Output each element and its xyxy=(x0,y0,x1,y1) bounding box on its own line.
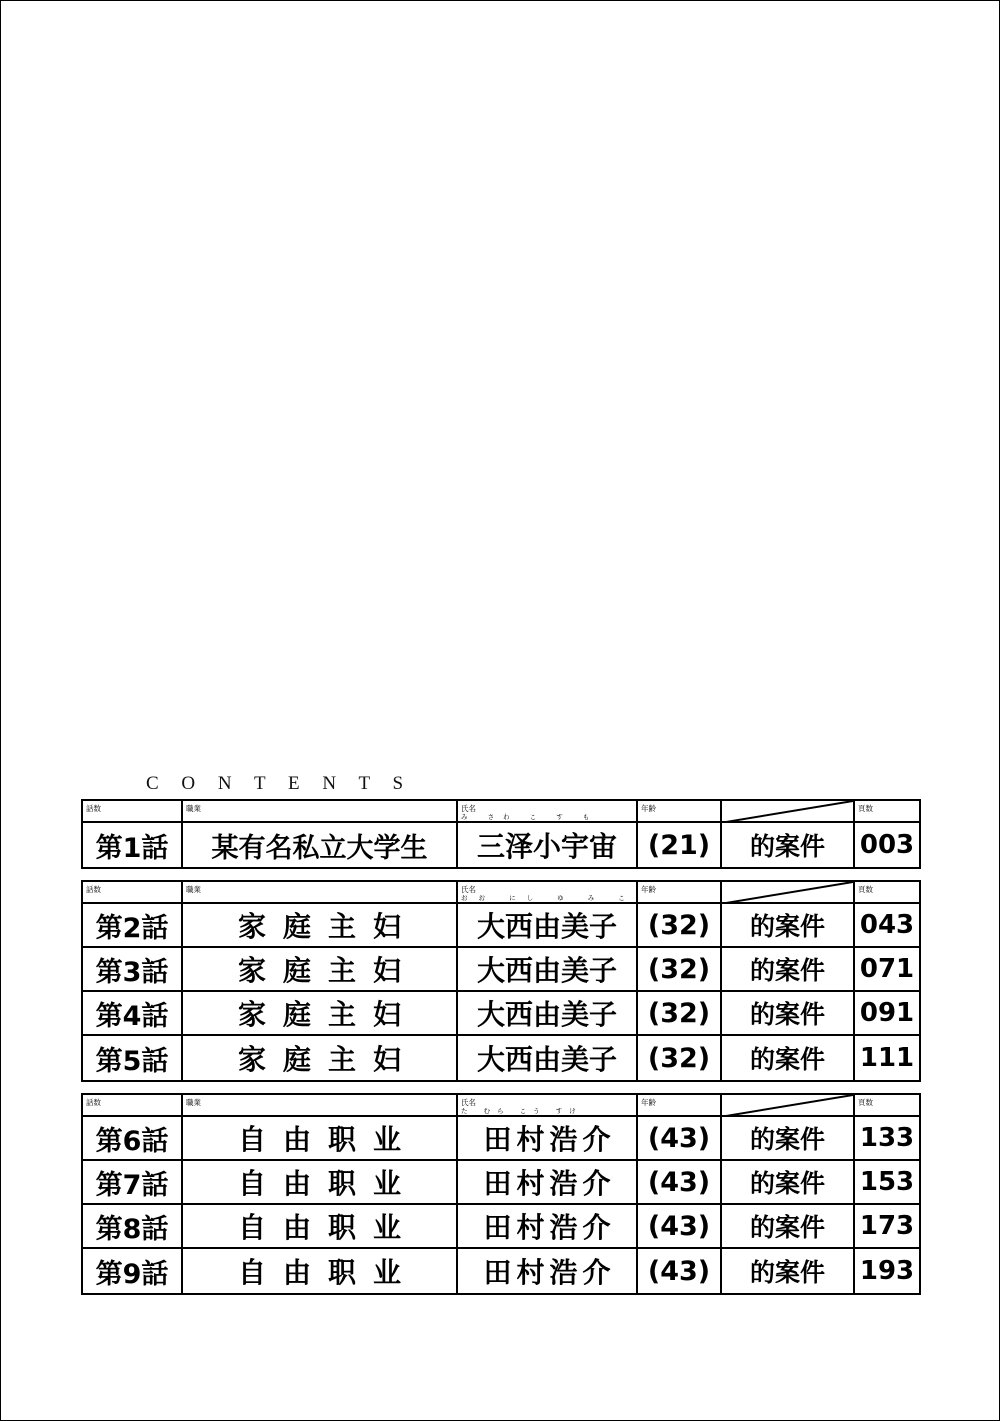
header-blank xyxy=(722,882,855,902)
cell-occupation: 自由职业 xyxy=(183,1117,458,1159)
cell-age: (43) xyxy=(638,1249,722,1293)
cell-page-number: 091 xyxy=(859,998,915,1028)
cell-age: (32) xyxy=(638,904,722,946)
furigana-name: み さわ こ す も xyxy=(461,813,599,821)
table-of-contents xyxy=(81,799,921,1306)
cell-suffix: 的案件 xyxy=(722,1249,855,1293)
cell-occupation: 家庭主妇 xyxy=(183,948,458,990)
header-age: 年齢 xyxy=(638,882,722,902)
cell-suffix: 的案件 xyxy=(722,948,855,990)
cell-page-number: 193 xyxy=(859,1256,915,1286)
header-pages: 頁数 xyxy=(858,804,873,813)
diagonal-slash-icon xyxy=(722,801,853,821)
cell-episode: 第2話 xyxy=(83,904,183,946)
header-name-label: 氏名 xyxy=(461,1098,476,1107)
diagonal-slash-icon xyxy=(722,1095,853,1115)
cell-episode: 第8話 xyxy=(83,1205,183,1247)
toc-block xyxy=(81,880,921,1082)
table-header-row xyxy=(83,1095,919,1117)
cell-suffix: 的案件 xyxy=(722,1161,855,1203)
toc-block xyxy=(81,799,921,869)
cell-name: 三泽小宇宙 xyxy=(458,823,638,867)
cell-occupation: 家庭主妇 xyxy=(183,904,458,946)
cell-episode: 第4話 xyxy=(83,992,183,1034)
cell-name: 大西由美子 xyxy=(458,948,638,990)
cell-age: (43) xyxy=(638,1205,722,1247)
cell-age: (43) xyxy=(638,1117,722,1159)
header-name xyxy=(458,882,638,902)
cell-occupation: 家庭主妇 xyxy=(183,992,458,1034)
header-name-label: 氏名 xyxy=(461,804,476,813)
cell-occupation: 家庭主妇 xyxy=(183,1036,458,1080)
cell-page-number: 133 xyxy=(859,1123,915,1153)
cell-episode: 第6話 xyxy=(83,1117,183,1159)
cell-suffix: 的案件 xyxy=(722,1205,855,1247)
cell-episode: 第9話 xyxy=(83,1249,183,1293)
cell-occupation: 自由职业 xyxy=(183,1249,458,1293)
table-row xyxy=(83,1117,919,1161)
header-episode: 話数 xyxy=(83,801,183,821)
contents-heading: C O N T E N T S xyxy=(146,773,413,794)
header-occupation: 職業 xyxy=(183,882,458,902)
table-row xyxy=(83,823,919,867)
cell-occupation: 自由职业 xyxy=(183,1161,458,1203)
table-row xyxy=(83,1161,919,1205)
cell-episode: 第7話 xyxy=(83,1161,183,1203)
cell-suffix: 的案件 xyxy=(722,992,855,1034)
cell-age: (32) xyxy=(638,948,722,990)
header-occupation: 職業 xyxy=(183,801,458,821)
cell-occupation: 自由职业 xyxy=(183,1205,458,1247)
header-pages: 頁数 xyxy=(858,1098,873,1107)
cell-age: (21) xyxy=(638,823,722,867)
cell-name: 田村浩介 xyxy=(458,1205,638,1247)
header-pages: 頁数 xyxy=(858,885,873,894)
cell-age: (43) xyxy=(638,1161,722,1203)
diagonal-slash-icon xyxy=(722,882,853,902)
table-row xyxy=(83,948,919,992)
cell-occupation: 某有名私立大学生 xyxy=(183,823,458,867)
cell-page-number: 173 xyxy=(859,1211,915,1241)
header-name-label: 氏名 xyxy=(461,885,476,894)
cell-name: 田村浩介 xyxy=(458,1117,638,1159)
header-name xyxy=(458,801,638,821)
header-episode: 話数 xyxy=(83,882,183,902)
table-row xyxy=(83,1249,919,1293)
table-row xyxy=(83,904,919,948)
cell-page-number: 003 xyxy=(859,830,915,860)
cell-name: 大西由美子 xyxy=(458,992,638,1034)
header-name xyxy=(458,1095,638,1115)
cell-name: 田村浩介 xyxy=(458,1249,638,1293)
cell-page-number: 153 xyxy=(859,1167,915,1197)
table-header-row xyxy=(83,882,919,904)
toc-block xyxy=(81,1093,921,1295)
header-age: 年齢 xyxy=(638,801,722,821)
cell-suffix: 的案件 xyxy=(722,823,855,867)
cell-name: 大西由美子 xyxy=(458,1036,638,1080)
furigana-name: おお にし ゆ み こ xyxy=(461,894,636,902)
cell-suffix: 的案件 xyxy=(722,904,855,946)
cell-suffix: 的案件 xyxy=(722,1117,855,1159)
furigana-name: た むら こう すけ xyxy=(461,1107,583,1115)
cell-episode: 第5話 xyxy=(83,1036,183,1080)
cell-episode: 第1話 xyxy=(83,823,183,867)
cell-page-number: 111 xyxy=(859,1043,915,1073)
cell-name: 大西由美子 xyxy=(458,904,638,946)
cell-age: (32) xyxy=(638,992,722,1034)
cell-episode: 第3話 xyxy=(83,948,183,990)
cell-page-number: 071 xyxy=(859,954,915,984)
header-blank xyxy=(722,801,855,821)
table-header-row xyxy=(83,801,919,823)
table-row xyxy=(83,1036,919,1080)
table-row xyxy=(83,992,919,1036)
header-occupation: 職業 xyxy=(183,1095,458,1115)
cell-suffix: 的案件 xyxy=(722,1036,855,1080)
header-episode: 話数 xyxy=(83,1095,183,1115)
header-age: 年齢 xyxy=(638,1095,722,1115)
cell-name: 田村浩介 xyxy=(458,1161,638,1203)
cell-age: (32) xyxy=(638,1036,722,1080)
header-blank xyxy=(722,1095,855,1115)
cell-page-number: 043 xyxy=(859,910,915,940)
table-row xyxy=(83,1205,919,1249)
